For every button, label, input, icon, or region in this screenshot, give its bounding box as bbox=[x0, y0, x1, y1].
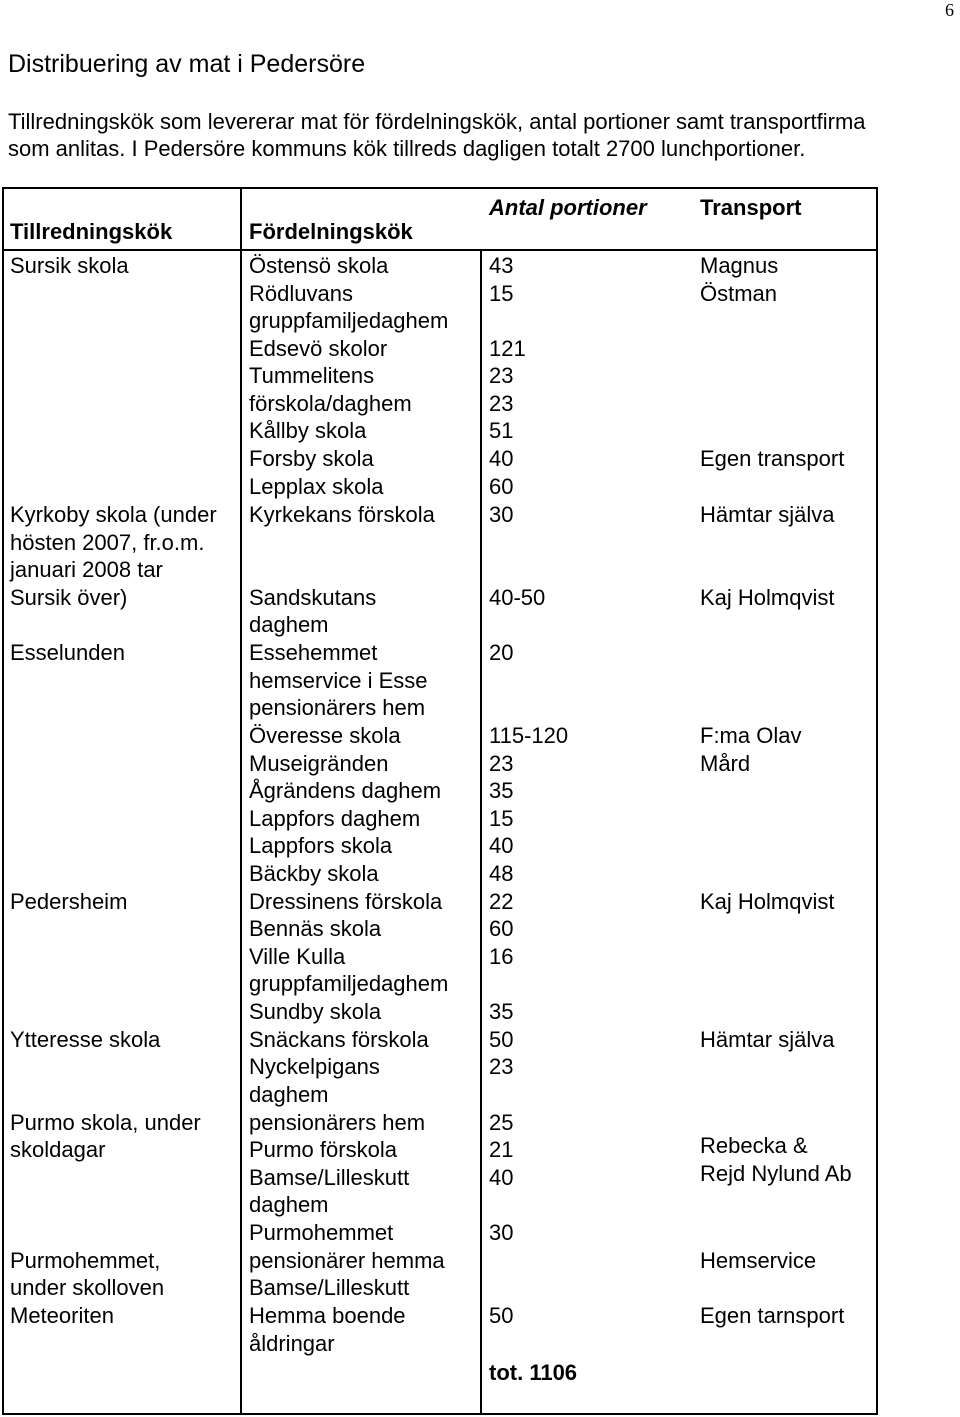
distribution-cell: Snäckans förskola bbox=[249, 1027, 429, 1052]
portions-cell: 121 bbox=[489, 336, 526, 361]
portions-cell: 60 bbox=[489, 916, 514, 941]
portions-cell: 16 bbox=[489, 944, 514, 969]
distribution-cell: Överesse skola bbox=[249, 723, 401, 748]
portions-cell: 40 bbox=[489, 1165, 514, 1190]
portions-cell: 40-50 bbox=[489, 585, 546, 610]
portions-cell: 23 bbox=[489, 363, 514, 388]
kitchen-cell: Purmo skola, under bbox=[10, 1110, 201, 1135]
distribution-cell: daghem bbox=[249, 612, 329, 637]
kitchen-cell: Pedersheim bbox=[10, 889, 128, 914]
kitchen-cell: Sursik skola bbox=[10, 253, 129, 278]
portions-cell: 51 bbox=[489, 418, 514, 443]
transport-cell: Kaj Holmqvist bbox=[700, 585, 835, 610]
distribution-cell: Ville Kulla bbox=[249, 944, 346, 969]
portions-total: tot. 1106 bbox=[489, 1360, 578, 1385]
portions-cell: 23 bbox=[489, 1054, 514, 1079]
table-divider-2 bbox=[480, 250, 482, 1415]
kitchen-cell: hösten 2007, fr.o.m. bbox=[10, 530, 205, 555]
distribution-cell: förskola/daghem bbox=[249, 391, 412, 416]
portions-cell: 35 bbox=[489, 778, 514, 803]
portions-cell: 48 bbox=[489, 861, 514, 886]
distribution-cell: daghem bbox=[249, 1192, 329, 1217]
distribution-cell: hemservice i Esse bbox=[249, 668, 428, 693]
distribution-cell: pensionärer hemma bbox=[249, 1248, 445, 1273]
distribution-cell: Kyrkekans förskola bbox=[249, 502, 435, 527]
distribution-cell: Hemma boende bbox=[249, 1303, 406, 1328]
distribution-cell: Museigränden bbox=[249, 751, 389, 776]
distribution-cell: daghem bbox=[249, 1082, 329, 1107]
distribution-cell: Kållby skola bbox=[249, 418, 367, 443]
distribution-cell: Purmo förskola bbox=[249, 1137, 397, 1162]
page-number: 6 bbox=[945, 0, 954, 20]
header-fordelningskok: Fördelningskök bbox=[249, 219, 413, 244]
distribution-cell: Sundby skola bbox=[249, 999, 382, 1024]
portions-cell: 40 bbox=[489, 446, 514, 471]
transport-cell: Hämtar själva bbox=[700, 502, 835, 527]
distribution-cell: Rödluvans bbox=[249, 281, 353, 306]
kitchen-cell: januari 2008 tar bbox=[10, 557, 163, 582]
table-border-top bbox=[2, 187, 878, 189]
table-header-rule bbox=[2, 249, 878, 251]
transport-cell: Rebecka & bbox=[700, 1133, 808, 1158]
distribution-cell: Dressinens förskola bbox=[249, 889, 443, 914]
distribution-cell: pensionärers hem bbox=[249, 695, 426, 720]
portions-cell: 50 bbox=[489, 1027, 514, 1052]
kitchen-cell: Meteoriten bbox=[10, 1303, 114, 1328]
kitchen-cell: Kyrkoby skola (under bbox=[10, 502, 217, 527]
distribution-cell: Ågrändens daghem bbox=[249, 778, 442, 803]
distribution-cell: Tummelitens bbox=[249, 363, 375, 388]
kitchen-cell: Purmohemmet, bbox=[10, 1248, 161, 1273]
header-transport: Transport bbox=[700, 195, 802, 220]
distribution-cell: Forsby skola bbox=[249, 446, 374, 471]
kitchen-cell: under skolloven bbox=[10, 1275, 165, 1300]
transport-cell: Hemservice bbox=[700, 1248, 817, 1273]
portions-cell: 40 bbox=[489, 833, 514, 858]
distribution-cell: Lepplax skola bbox=[249, 474, 384, 499]
portions-cell: 30 bbox=[489, 1220, 514, 1245]
portions-cell: 60 bbox=[489, 474, 514, 499]
document-title: Distribuering av mat i Pedersöre bbox=[8, 50, 366, 78]
portions-cell: 15 bbox=[489, 806, 514, 831]
header-antal-portioner: Antal portioner bbox=[489, 195, 647, 220]
transport-cell: Östman bbox=[700, 281, 778, 306]
kitchen-cell: skoldagar bbox=[10, 1137, 106, 1162]
distribution-cell: Bamse/Lilleskutt bbox=[249, 1275, 410, 1300]
distribution-cell: gruppfamiljedaghem bbox=[249, 971, 449, 996]
portions-cell: 23 bbox=[489, 751, 514, 776]
transport-cell: Mård bbox=[700, 751, 751, 776]
transport-cell: Magnus bbox=[700, 253, 779, 278]
portions-cell: 25 bbox=[489, 1110, 514, 1135]
portions-cell: 35 bbox=[489, 999, 514, 1024]
portions-cell: 50 bbox=[489, 1303, 514, 1328]
intro-paragraph: Tillredningskök som levererar mat för fördelningskök, antal portioner samt transportfirma som anlitas. I Pedersöre kommuns kök tillreds dagligen totalt 2700 lunchportioner. bbox=[8, 109, 866, 161]
kitchen-cell: Sursik över) bbox=[10, 585, 128, 610]
distribution-cell: Bennäs skola bbox=[249, 916, 382, 941]
transport-cell: Egen tarnsport bbox=[700, 1303, 845, 1328]
distribution-cell: Sandskutans bbox=[249, 585, 377, 610]
portions-cell: 43 bbox=[489, 253, 514, 278]
portions-cell: 115-120 bbox=[489, 723, 569, 748]
distribution-cell: Östensö skola bbox=[249, 253, 389, 278]
distribution-cell: Lappfors daghem bbox=[249, 806, 421, 831]
transport-cell: Kaj Holmqvist bbox=[700, 889, 835, 914]
kitchen-cell: Esselunden bbox=[10, 640, 125, 665]
distribution-cell: gruppfamiljedaghem bbox=[249, 308, 449, 333]
table-border-left bbox=[2, 187, 4, 1415]
table-border-bottom bbox=[2, 1413, 878, 1415]
portions-cell: 20 bbox=[489, 640, 514, 665]
transport-cell: Hämtar själva bbox=[700, 1027, 835, 1052]
portions-cell: 21 bbox=[489, 1137, 514, 1162]
distribution-cell: Essehemmet bbox=[249, 640, 378, 665]
distribution-cell: Purmohemmet bbox=[249, 1220, 394, 1245]
distribution-cell: pensionärers hem bbox=[249, 1110, 426, 1135]
portions-cell: 22 bbox=[489, 889, 514, 914]
portions-cell: 30 bbox=[489, 502, 514, 527]
header-tillredningskok: Tillredningskök bbox=[10, 219, 173, 244]
table-divider-1 bbox=[240, 187, 242, 1415]
distribution-cell: Bäckby skola bbox=[249, 861, 379, 886]
distribution-cell: Nyckelpigans bbox=[249, 1054, 380, 1079]
transport-cell: Rejd Nylund Ab bbox=[700, 1161, 852, 1186]
distribution-cell: Lappfors skola bbox=[249, 833, 393, 858]
portions-cell: 15 bbox=[489, 281, 514, 306]
distribution-cell: Bamse/Lilleskutt bbox=[249, 1165, 410, 1190]
transport-cell: Egen transport bbox=[700, 446, 845, 471]
kitchen-cell: Ytteresse skola bbox=[10, 1027, 161, 1052]
portions-cell: 23 bbox=[489, 391, 514, 416]
table-border-right bbox=[876, 187, 878, 1415]
distribution-cell: åldringar bbox=[249, 1331, 335, 1356]
distribution-cell: Edsevö skolor bbox=[249, 336, 388, 361]
transport-cell: F:ma Olav bbox=[700, 723, 802, 748]
